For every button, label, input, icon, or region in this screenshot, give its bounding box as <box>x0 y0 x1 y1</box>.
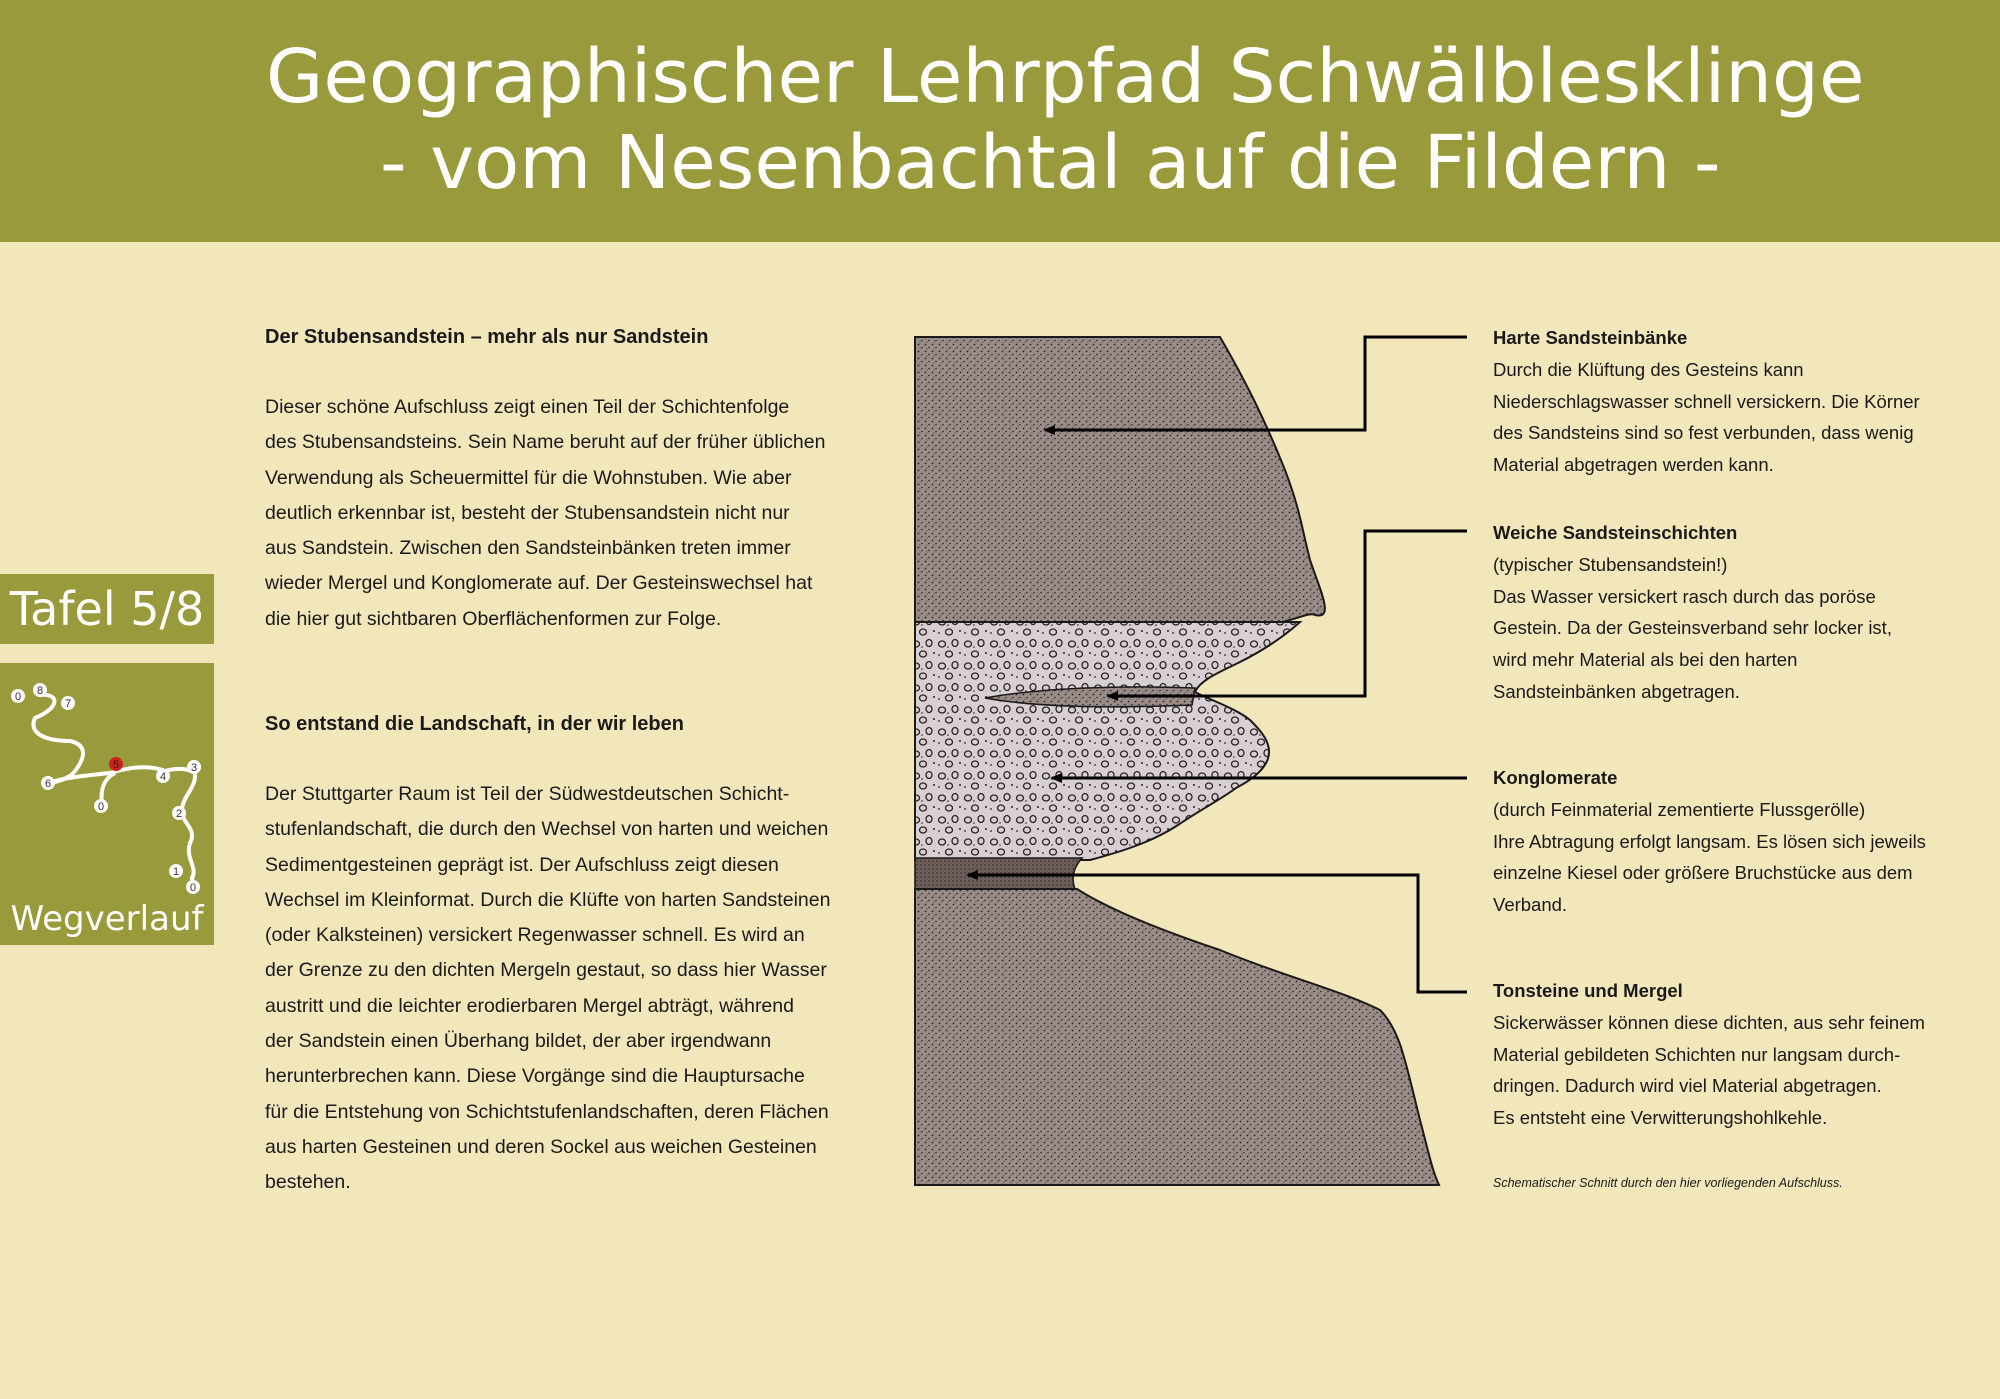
section1-body: Dieser schöne Aufschluss zeigt einen Teil der Schichtenfolge des Stubensandsteins. Sein Name beruht auf der früher üblichen Verwendung als Scheuermittel für die Wohnstuben. Wie aber deutlich erkennbar ist, besteht der Stubensandstein nicht nur aus Sandstein. Zwischen den Sandsteinbänken treten immer wieder Mergel und Konglomerate auf. Der Gesteinswechsel hat die hier gut sichtbaren Oberflächenformen zur Folge. <box>265 396 826 630</box>
label-title: Weiche Sandsteinschichten <box>1493 522 1738 543</box>
label-title: Harte Sandsteinbänke <box>1493 327 1688 348</box>
section2-heading: So entstand die Landschaft, in der wir leben <box>265 713 684 735</box>
section1-heading: Der Stubensandstein – mehr als nur Sandstein <box>265 326 709 348</box>
route-label: Wegverlauf <box>10 899 204 939</box>
layer-hard-sandstone <box>915 337 1325 622</box>
label-body: Sickerwässer können diese dichten, aus sehr feinem Material gebildeten Schichten nur langsam durch- dringen. Dadurch wird viel Material abgetragen. Es entsteht eine Verwitterungshohlkehle. <box>1493 1011 1925 1129</box>
label-title: Tonsteine und Mergel <box>1493 980 1683 1001</box>
stop-label: 5 <box>112 759 120 771</box>
diagram-caption: Schematischer Schnitt durch den hier vorliegenden Aufschluss. <box>1493 1176 1843 1190</box>
tafel-badge: Tafel 5/8 <box>0 574 214 644</box>
stop-label: 2 <box>175 808 183 820</box>
label-title: Konglomerate <box>1493 767 1618 788</box>
stop-label: 0 <box>97 801 105 813</box>
stop-label: 7 <box>64 698 72 710</box>
stop-label: 6 <box>44 778 52 790</box>
label-body: (typischer Stubensandstein!) Das Wasser versickert rasch durch das poröse Gestein. Da der Gesteinsverband sehr locker ist, wird mehr Material als bei den harten Sandsteinbänken abgetragen. <box>1493 553 1892 702</box>
section2-body: Der Stuttgarter Raum ist Teil der Südwestdeutschen Schicht- stufenlandschaft, die durch den Wechsel von harten und weichen Sedimentgesteinen geprägt ist. Der Aufschluss zeigt diesen Wechsel im Kleinformat. Durch die Klüfte von harten Sandsteinen (oder Kalksteinen) versickert Regenwasser schnell. Es wird an der Grenze zu den dichten Mergeln gestaut, so dass hier Wasser austritt und die leichter erodierbaren Mergel abträgt, während der Sandstein einen Überhang bildet, der aber irgendwann herunterbrechen kann. Diese Vorgänge sind die Hauptursache für die Entstehung von Schichtstufenlandschaften, deren Flächen aus harten Gesteinen und deren Sockel aus weichen Gesteinen bestehen. <box>265 783 831 1194</box>
stop-label: 1 <box>172 866 180 878</box>
label-marl <box>1493 975 1963 1134</box>
stop-label: 3 <box>190 762 198 774</box>
stop-label: 0 <box>189 882 197 894</box>
stop-label: 4 <box>159 771 167 783</box>
stop-label: 8 <box>36 685 44 697</box>
label-conglomerate <box>1493 762 1963 921</box>
label-body: (durch Feinmaterial zementierte Flussgerölle) Ihre Abtragung erfolgt langsam. Es lösen sich jeweils einzelne Kiesel oder größere Bruchstücke aus dem Verband. <box>1493 798 1926 916</box>
layer-lower-sandstone <box>915 889 1439 1185</box>
label-hard-sandstone <box>1493 322 1963 481</box>
page-title: Geographischer Lehrpfad Schwälblesklinge <box>266 34 1865 120</box>
layer-conglomerate <box>915 622 1300 860</box>
page-subtitle: - vom Nesenbachtal auf die Fildern - <box>380 120 1721 206</box>
label-body: Durch die Klüftung des Gesteins kann Niederschlagswasser schnell versickern. Die Körner des Sandsteins sind so fest verbunden, dass wenig Material abgetragen werden kann. <box>1493 358 1920 476</box>
label-soft-sandstone <box>1493 517 1963 708</box>
stop-label: 0 <box>14 691 22 703</box>
